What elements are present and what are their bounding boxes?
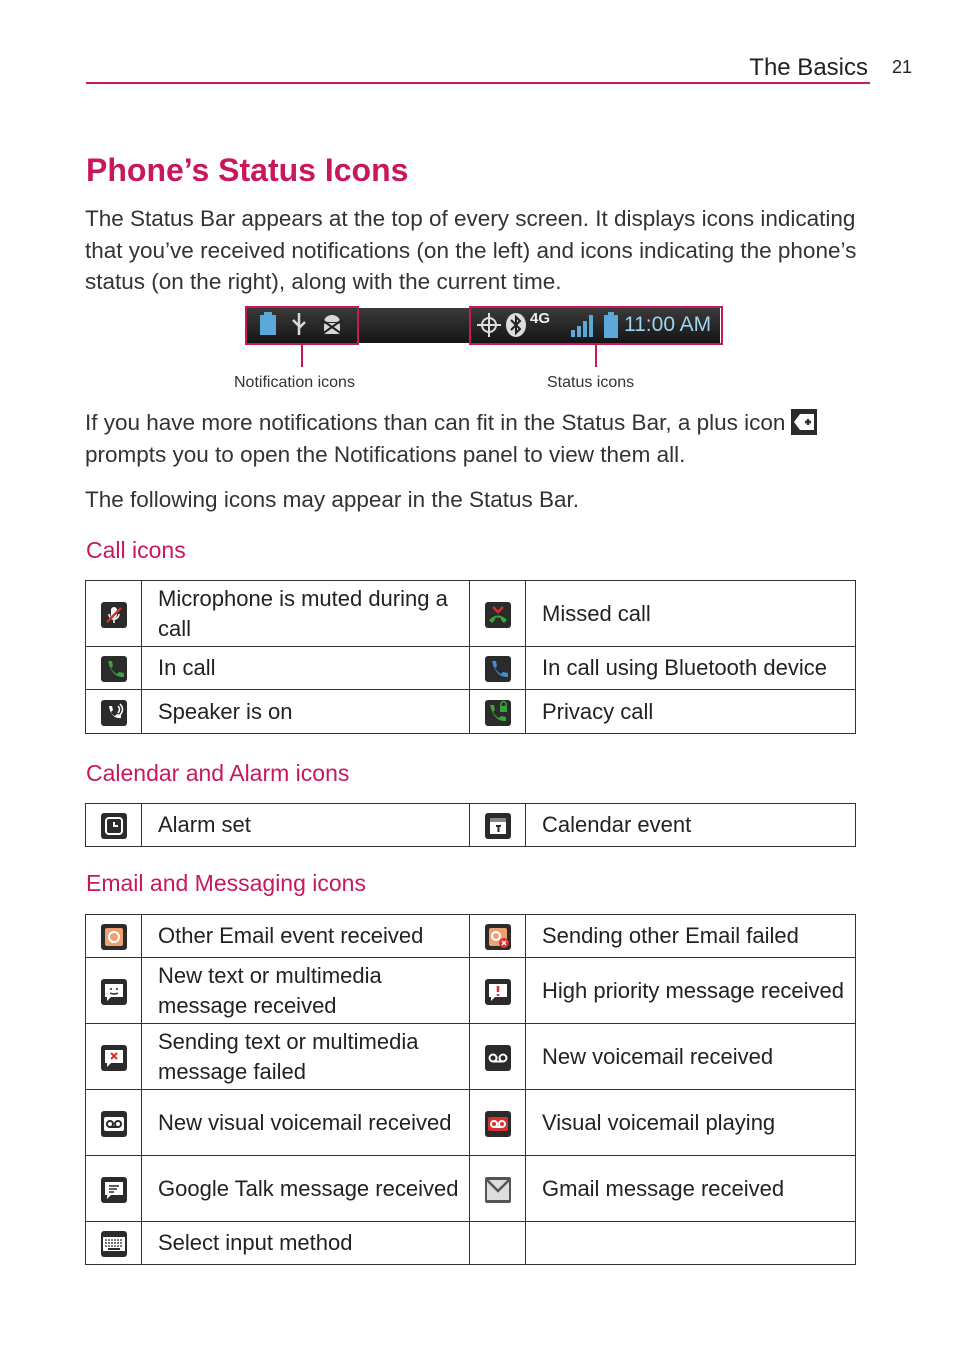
battery-icon <box>604 312 618 338</box>
email-icon <box>101 924 127 950</box>
storage-icon <box>258 312 278 336</box>
table-row <box>86 958 856 1024</box>
table-row <box>86 690 856 734</box>
plus-icon-paragraph <box>85 407 875 470</box>
section-title-calendar: Calendar and Alarm icons <box>86 760 350 786</box>
message-icon <box>101 979 127 1005</box>
keyboard-icon <box>101 1231 127 1257</box>
gmail-icon <box>485 1177 511 1203</box>
table-row <box>86 1024 856 1090</box>
notification-icons-label: Notification icons <box>234 374 355 391</box>
plus-icon-text: If you have more notifications than can fit in the Status Bar, a plus icon <box>85 410 786 435</box>
google-talk-icon <box>101 1177 127 1203</box>
email-row-4-left: New visual voicemail received <box>142 1090 470 1156</box>
call-row-3-left: Speaker is on <box>142 690 470 734</box>
email-row-1-right: Sending other Email failed <box>526 915 856 958</box>
status-callout-line <box>595 343 597 367</box>
call-icons-table <box>85 580 856 734</box>
section-title-email: Email and Messaging icons <box>86 870 366 896</box>
table-row <box>86 1156 856 1222</box>
call-row-2-right: In call using Bluetooth device <box>526 647 856 690</box>
gps-icon <box>476 312 502 338</box>
plus-icon <box>791 409 817 435</box>
table-row <box>86 915 856 958</box>
email-row-3-right: New voicemail received <box>526 1024 856 1090</box>
page-header <box>86 52 870 84</box>
mic-muted-icon <box>101 602 127 628</box>
call-row-1-left: Microphone is muted during a call <box>142 581 470 647</box>
privacy-call-icon <box>485 700 511 726</box>
email-row-3-left: Sending text or multimedia message failed <box>142 1024 470 1090</box>
table-row <box>86 1222 856 1265</box>
status-icons-label: Status icons <box>547 374 635 391</box>
empty-icon-cell <box>470 1222 526 1265</box>
4g-icon: 4G <box>530 310 551 327</box>
section-title-call: Call icons <box>86 537 186 563</box>
email-row-5-left: Google Talk message received <box>142 1156 470 1222</box>
table-row <box>86 804 856 847</box>
email-row-5-right: Gmail message received <box>526 1156 856 1222</box>
email-row-6-right <box>526 1222 856 1265</box>
android-debug-icon <box>320 312 344 336</box>
header-section-title: The Basics <box>749 54 868 81</box>
intro-paragraph: The Status Bar appears at the top of every screen. It displays icons indicating that you’ve received notifications (on the left) and icons indicating the phone’s status (on the right), along with the current time. <box>85 206 857 294</box>
status-time: 11:00 AM <box>624 313 712 336</box>
signal-icon <box>570 312 596 338</box>
voicemail-icon <box>485 1045 511 1071</box>
usb-icon <box>290 312 308 336</box>
table-row <box>86 581 856 647</box>
voicemail-playing-icon <box>485 1111 511 1137</box>
following-paragraph: The following icons may appear in the Status Bar. <box>85 487 580 512</box>
calendar-icons-table <box>85 803 856 847</box>
notification-callout-line <box>301 343 303 367</box>
bluetooth-icon <box>505 312 527 338</box>
calendar-icon <box>485 813 511 839</box>
message-failed-icon <box>101 1045 127 1071</box>
calendar-row-1-right: Calendar event <box>526 804 856 847</box>
alarm-icon <box>101 813 127 839</box>
plus-icon-text-2: prompts you to open the Notifications panel to view them all. <box>85 441 686 467</box>
email-row-2-right: High priority message received <box>526 958 856 1024</box>
page-number: 21 <box>892 57 913 77</box>
call-row-1-right: Missed call <box>526 581 856 647</box>
table-row <box>86 647 856 690</box>
email-row-2-left: New text or multimedia message received <box>142 958 470 1024</box>
missed-call-icon <box>485 602 511 628</box>
email-icons-table <box>85 914 856 1265</box>
calendar-row-1-left: Alarm set <box>142 804 470 847</box>
visual-voicemail-icon <box>101 1111 127 1137</box>
speaker-icon <box>101 700 127 726</box>
call-row-3-right: Privacy call <box>526 690 856 734</box>
priority-message-icon <box>485 979 511 1005</box>
email-row-6-left: Select input method <box>142 1222 470 1265</box>
call-row-2-left: In call <box>142 647 470 690</box>
in-call-icon <box>101 656 127 682</box>
bluetooth-call-icon <box>485 656 511 682</box>
page-title: Phone’s Status Icons <box>86 152 409 188</box>
email-row-4-right: Visual voicemail playing <box>526 1090 856 1156</box>
email-row-1-left: Other Email event received <box>142 915 470 958</box>
email-failed-icon <box>485 924 511 950</box>
table-row <box>86 1090 856 1156</box>
